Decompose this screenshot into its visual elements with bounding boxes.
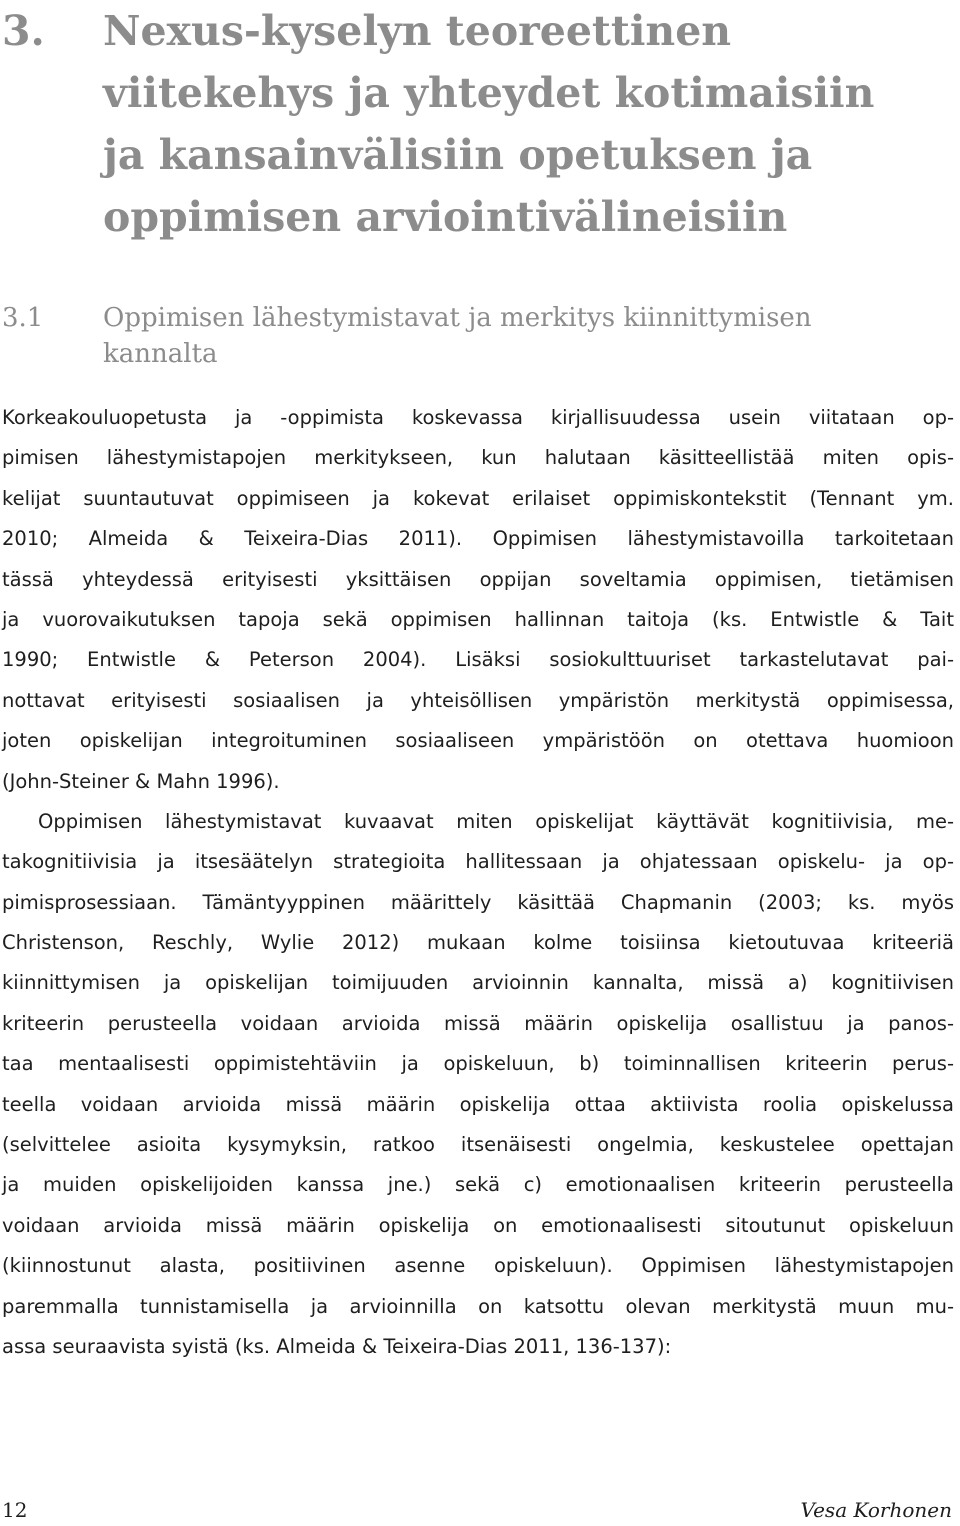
text-line: 1990; Entwistle & Peterson 2004). Lisäksi sosiokulttuuriset tarkastelutavat pai- [2, 648, 954, 672]
chapter-title-line: Nexus-kyselyn teoreettinen [103, 7, 732, 55]
section-number: 3.1 [2, 303, 44, 333]
body-text [2, 398, 954, 1367]
text-line: pimisen lähestymistapojen merkitykseen, kun halutaan käsitteellistää miten opis- [2, 446, 954, 470]
section-title-line: Oppimisen lähestymistavat ja merkitys kiinnittymisen [103, 303, 812, 333]
text-line: pimisprosessiaan. Tämäntyyppinen määrittely käsittää Chapmanin (2003; ks. myös [2, 890, 954, 914]
text-line: voidaan arvioida missä määrin opiskelija on emotionaalisesti sitoutunut opiskeluun [2, 1213, 954, 1237]
paragraph [2, 398, 954, 802]
text-line: takognitiivisia ja itsesäätelyn strategioita hallitessaan ja ohjatessaan opiskelu- ja op- [2, 850, 954, 874]
page-number: 12 [2, 1498, 28, 1522]
text-line: ja muiden opiskelijoiden kanssa jne.) sekä c) emotionaalisen kriteerin perusteella [2, 1173, 954, 1197]
text-line: paremmalla tunnistamisella ja arvioinnilla on katsottu olevan merkitystä muun mu- [2, 1294, 954, 1318]
text-line: teella voidaan arvioida missä määrin opiskelija ottaa aktiivista roolia opiskelussa [2, 1092, 954, 1116]
chapter-title-line: ja kansainvälisiin opetuksen ja [103, 131, 813, 179]
paragraph [2, 802, 954, 1367]
text-line: 2010; Almeida & Teixeira-Dias 2011). Oppimisen lähestymistavoilla tarkoitetaan [2, 527, 954, 551]
text-line: Oppimisen lähestymistavat kuvaavat miten opiskelijat käyttävät kognitiivisia, me- [38, 809, 954, 833]
text-line: Christenson, Reschly, Wylie 2012) mukaan kolme toisiinsa kietoutuvaa kriteeriä [2, 931, 954, 955]
text-line: (kiinnostunut alasta, positiivinen asenne opiskeluun). Oppimisen lähestymistapojen [2, 1254, 954, 1278]
chapter-title [103, 0, 953, 248]
chapter-title-line: viitekehys ja yhteydet kotimaisiin [103, 69, 875, 117]
text-line: ja vuorovaikutuksen tapoja sekä oppimisen hallinnan taitoja (ks. Entwistle & Tait [2, 607, 954, 631]
text-line: (John-Steiner & Mahn 1996). [2, 769, 280, 793]
text-line: nottavat erityisesti sosiaalisen ja yhteisöllisen ympäristön merkitystä oppimisessa, [2, 688, 954, 712]
text-line: kelijat suuntautuvat oppimiseen ja kokevat erilaiset oppimiskontekstit (Tennant ym. [2, 486, 954, 510]
author-name: Vesa Korhonen [800, 1498, 952, 1522]
text-line: joten opiskelijan integroituminen sosiaaliseen ympäristöön on otettava huomioon [2, 729, 954, 753]
text-line: taa mentaalisesti oppimistehtäviin ja opiskeluun, b) toiminnallisen kriteerin perus- [2, 1052, 954, 1076]
text-line: kiinnittymisen ja opiskelijan toimijuuden arvioinnin kannalta, missä a) kognitiivisen [2, 971, 954, 995]
text-line: (selvittelee asioita kysymyksin, ratkoo itsenäisesti ongelmia, keskustelee opettajan [2, 1133, 954, 1157]
section-title [103, 300, 953, 372]
text-line: assa seuraavista syistä (ks. Almeida & Teixeira-Dias 2011, 136-137): [2, 1334, 672, 1358]
text-line: kriteerin perusteella voidaan arvioida missä määrin opiskelija osallistuu ja panos- [2, 1011, 954, 1035]
chapter-number: 3. [2, 7, 45, 55]
chapter-title-line: oppimisen arviointivälineisiin [103, 193, 788, 241]
section-title-line: kannalta [103, 339, 218, 369]
text-line: tässä yhteydessä erityisesti yksittäisen oppijan soveltamia oppimisen, tietämisen [2, 567, 954, 591]
text-line: Korkeakouluopetusta ja -oppimista koskevassa kirjallisuudessa usein viitataan op- [2, 406, 954, 429]
